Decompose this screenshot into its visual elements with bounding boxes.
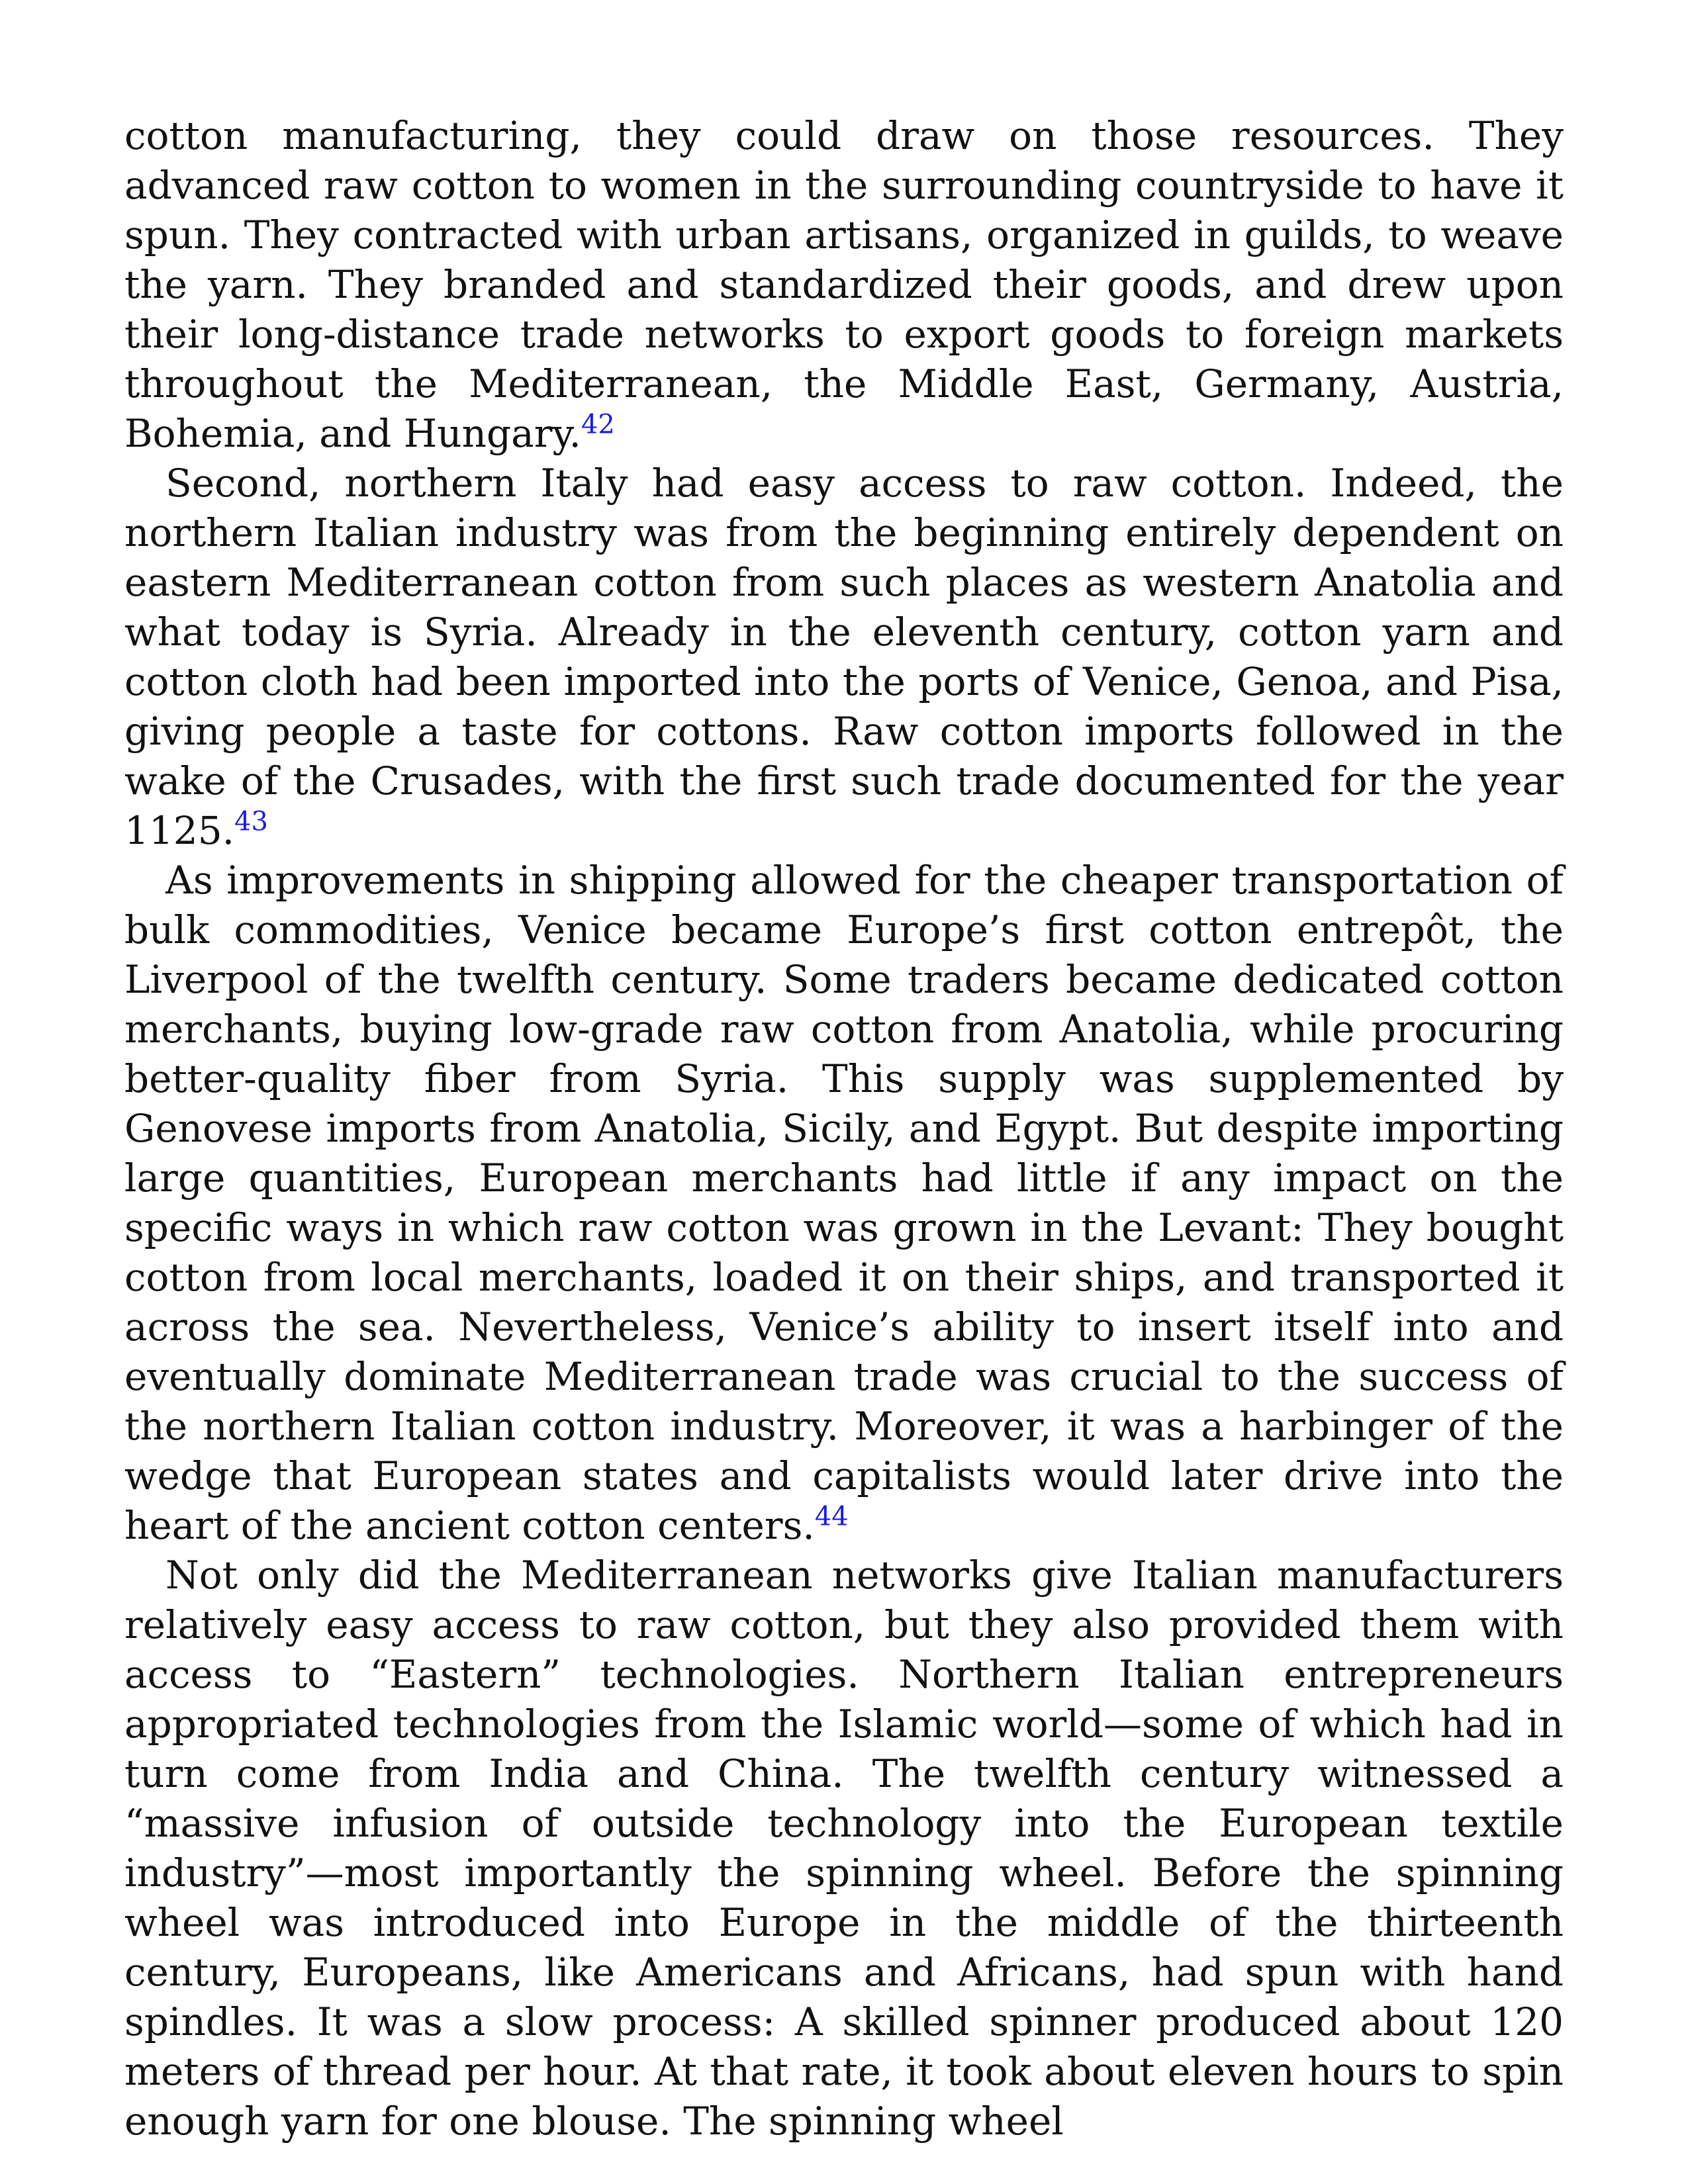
paragraph-2-text: Second, northern Italy had easy access to raw cotton. Indeed, the northern Italian industry was from the beginning entirely dependent on eastern Mediterranean cotton from such places as western Anatolia and what today is Syria. Already in the eleventh century, cotton yarn and cotton cloth had been imported into the ports of Venice, Genoa, and Pisa, giving people a taste for cottons. Raw cotton imports followed in the wake of the Crusades, with the first such trade documented for the year 1125.	[124, 461, 1564, 853]
footnote-ref-44[interactable]: 44	[814, 1501, 849, 1532]
paragraph-1-text: cotton manufacturing, they could draw on those resources. They advanced raw cotton to women in the surrounding countryside to have it spun. They contracted with urban artisans, organized in guilds, to weave the yarn. They branded and standardized their goods, and drew upon their long-distance trade networks to export goods to foreign markets throughout the Mediterranean, the Middle East, Germany, Austria, Bohemia, and Hungary.	[124, 113, 1564, 456]
page-body	[124, 111, 1564, 2146]
paragraph-3	[124, 856, 1564, 1551]
paragraph-3-text: As improvements in shipping allowed for the cheaper transportation of bulk commodities, Venice became Europe’s first cotton entrepôt, the Liverpool of the twelfth century. Some traders became dedicated cotton merchants, buying low-grade raw cotton from Anatolia, while procuring better-quality fiber from Syria. This supply was supplemented by Genovese imports from Anatolia, Sicily, and Egypt. But despite importing large quantities, European merchants had little if any impact on the specific ways in which raw cotton was grown in the Levant: They bought cotton from local merchants, loaded it on their ships, and transported it across the sea. Nevertheless, Venice’s ability to insert itself into and eventually dominate Mediterranean trade was crucial to the success of the northern Italian cotton industry. Moreover, it was a harbinger of the wedge that European states and capitalists would later drive into the heart of the ancient cotton centers.	[124, 858, 1564, 1548]
footnote-ref-43[interactable]: 43	[234, 806, 268, 837]
paragraph-4	[124, 1551, 1564, 2146]
paragraph-4-text: Not only did the Mediterranean networks give Italian manufacturers relatively easy access to raw cotton, but they also provided them with access to “Eastern” technologies. Northern Italian entrepreneurs appropriated technologies from the Islamic world—some of which had in turn come from India and China. The twelfth century witnessed a “massive infusion of outside technology into the European textile industry”—most importantly the spinning wheel. Before the spinning wheel was introduced into Europe in the middle of the thirteenth century, Europeans, like Americans and Africans, had spun with hand spindles. It was a slow process: A skilled spinner produced about 120 meters of thread per hour. At that rate, it took about eleven hours to spin enough yarn for one blouse. The spinning wheel	[124, 1553, 1564, 2144]
footnote-ref-42[interactable]: 42	[581, 409, 615, 440]
paragraph-2	[124, 459, 1564, 856]
paragraph-1	[124, 111, 1564, 459]
